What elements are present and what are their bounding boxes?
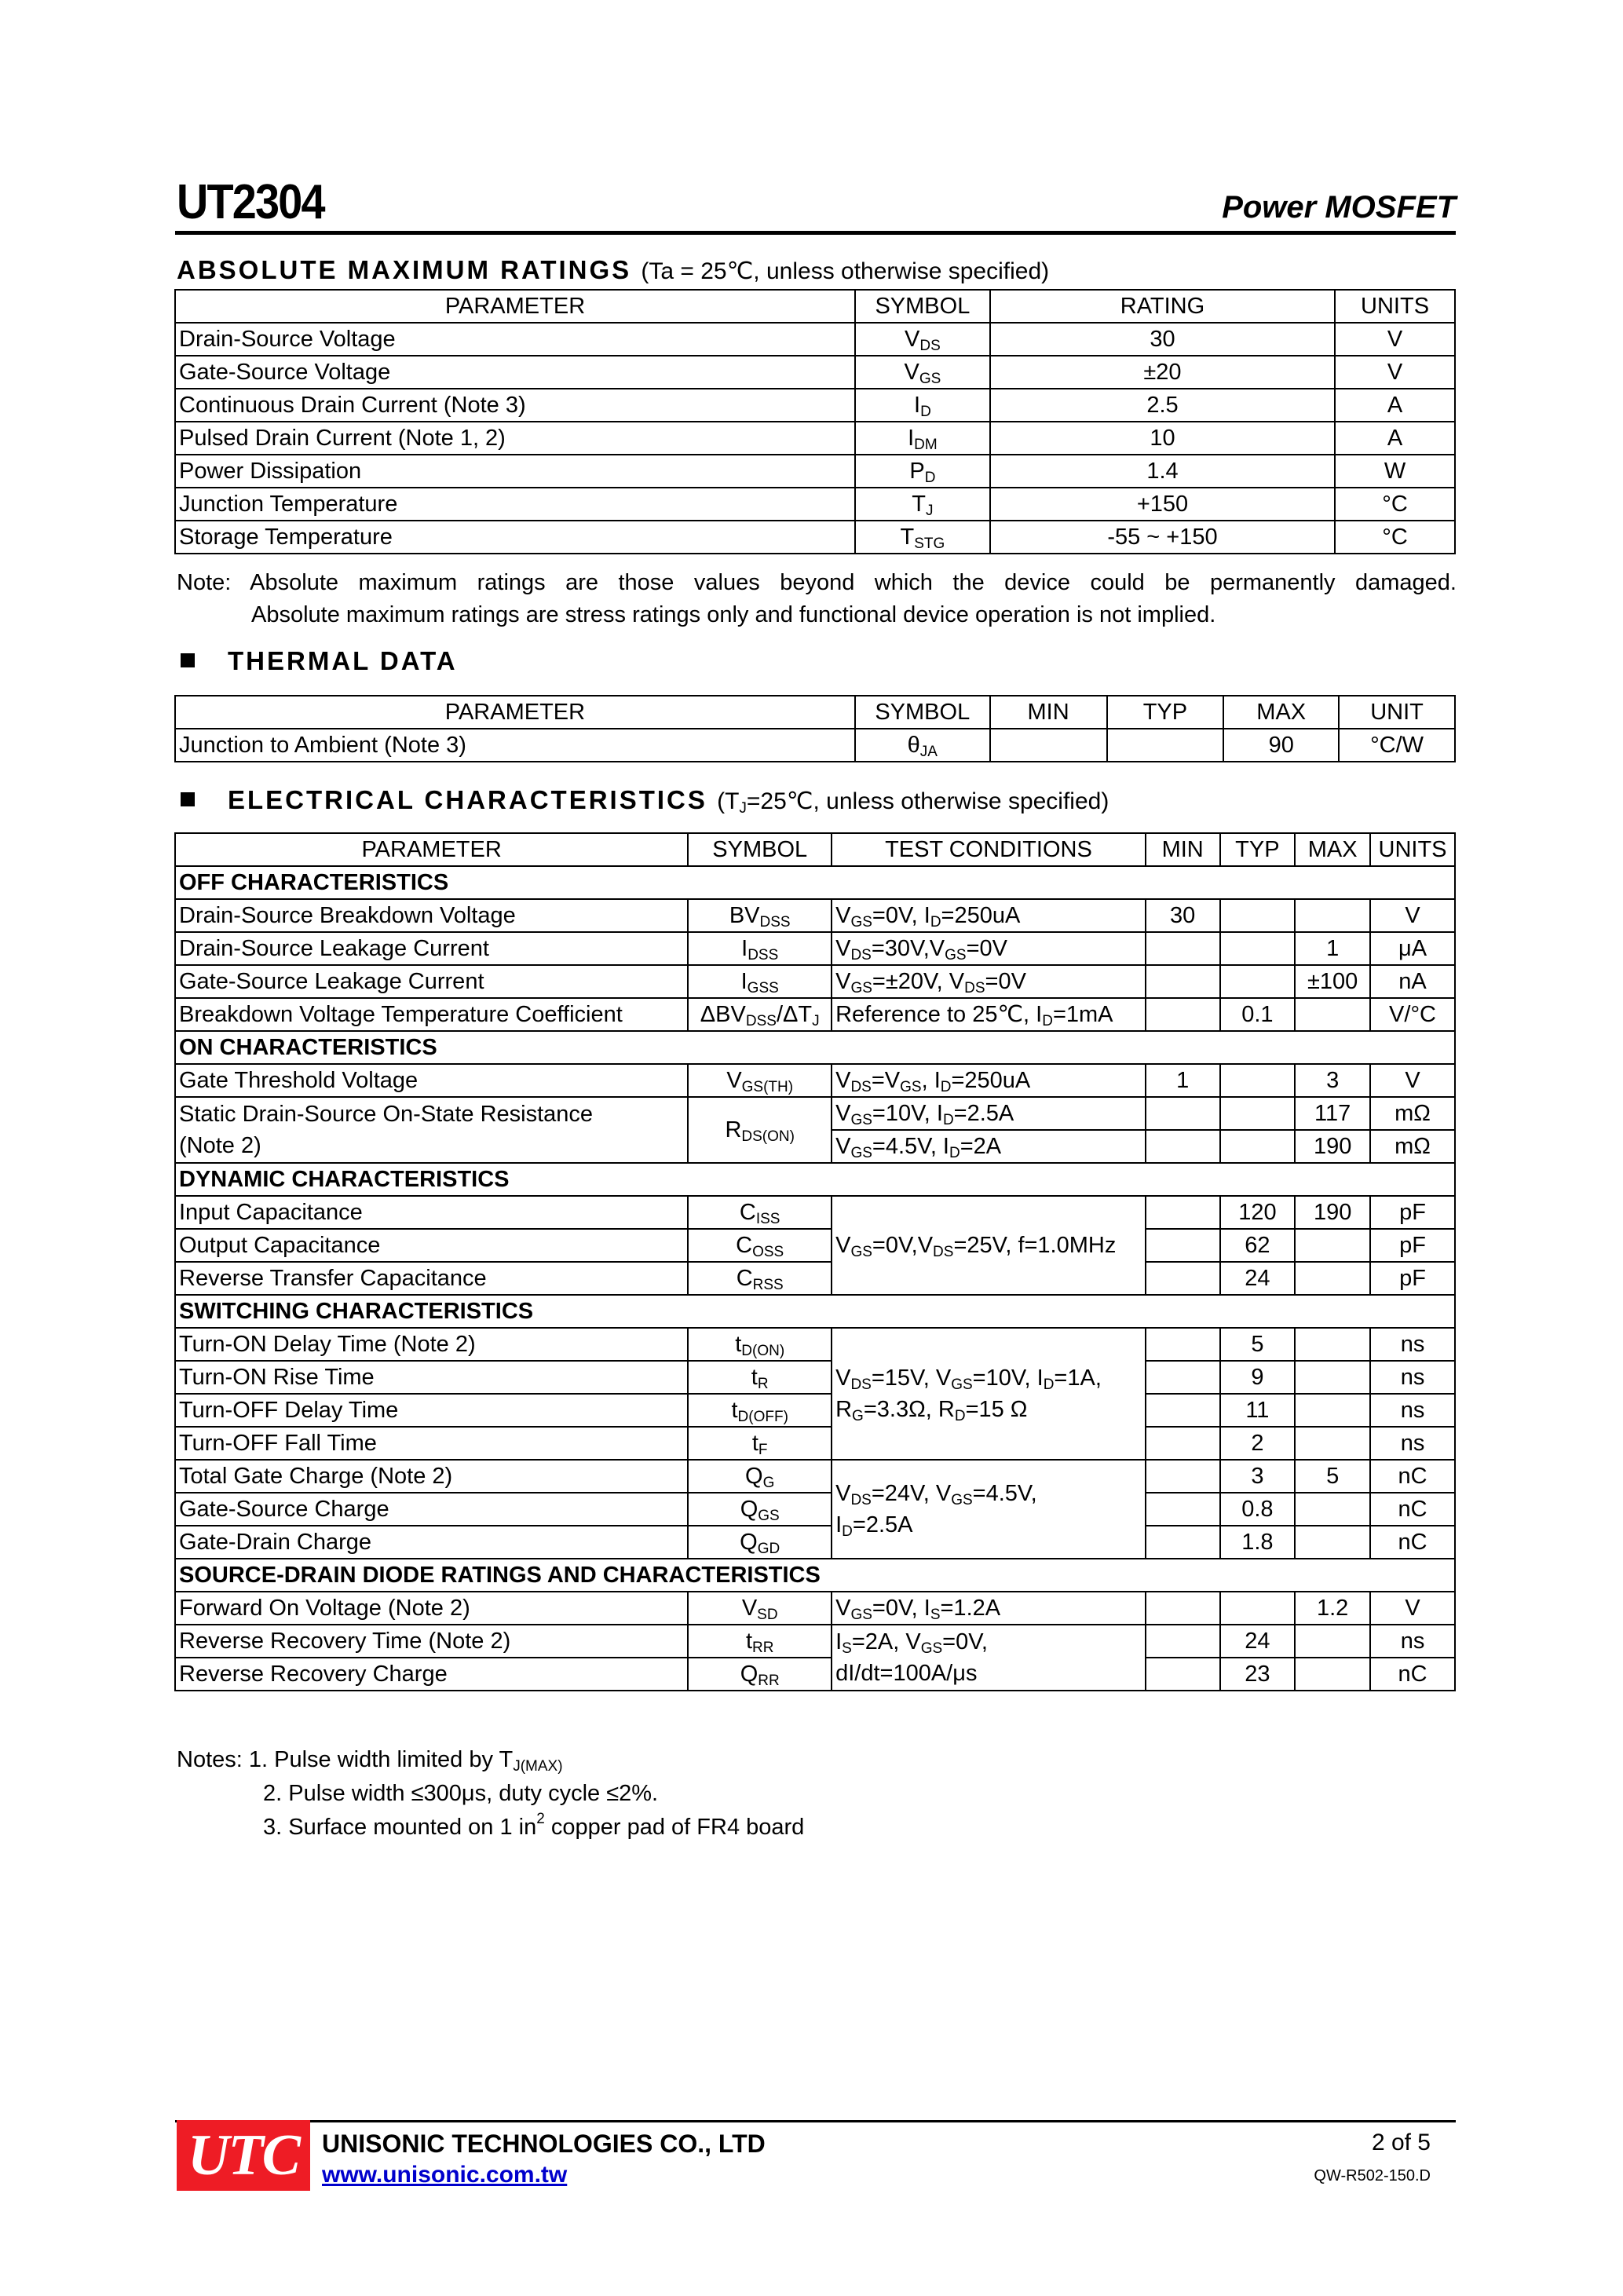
table-row: [175, 356, 1455, 389]
unit: °C: [1335, 488, 1455, 521]
max: [1295, 1229, 1370, 1262]
table-row: [175, 455, 1455, 488]
symbol: $t_F$: [688, 1427, 832, 1460]
test-condition: $V_{GS}=0V,V_{DS}=25V$, f=1.0MHz: [832, 1196, 1146, 1295]
min: [1146, 1460, 1220, 1493]
col-max: MAX: [1295, 833, 1370, 866]
test-condition: $V_{GS}=4.5V$, $I_D=2A$: [832, 1130, 1146, 1163]
max: 190: [1295, 1130, 1370, 1163]
unit: mΩ: [1370, 1097, 1455, 1130]
param: Forward On Voltage (Note 2): [175, 1592, 688, 1625]
col-parameter: PARAMETER: [175, 696, 855, 729]
unit: V: [1370, 1592, 1455, 1625]
table-row: [175, 1229, 1455, 1262]
param: Reverse Recovery Time (Note 2): [175, 1625, 688, 1658]
table-row: [175, 1460, 1455, 1493]
param: Turn-ON Delay Time (Note 2): [175, 1328, 688, 1361]
param: Gate-Source Leakage Current: [175, 965, 688, 998]
unit: V: [1335, 356, 1455, 389]
table-row: [175, 1526, 1455, 1559]
param: Input Capacitance: [175, 1196, 688, 1229]
param: Continuous Drain Current (Note 3): [175, 389, 855, 422]
min: [1146, 1196, 1220, 1229]
param: Gate-Source Voltage: [175, 356, 855, 389]
section-row: [175, 1163, 1455, 1196]
table-row: [175, 1262, 1455, 1295]
unit: pF: [1370, 1229, 1455, 1262]
unit: mΩ: [1370, 1130, 1455, 1163]
note-line-1: Note: Absolute maximum ratings are those values beyond which the device could be permanently damaged.: [177, 570, 1457, 595]
min: [1146, 932, 1220, 965]
min: [1146, 998, 1220, 1031]
table-row: [175, 488, 1455, 521]
unit: pF: [1370, 1262, 1455, 1295]
table-row: [175, 899, 1455, 932]
symbol: $t_{D(ON)}$: [688, 1328, 832, 1361]
symbol: $C_{OSS}$: [688, 1229, 832, 1262]
abs-max-table: [174, 289, 1456, 554]
symbol: $I_{DSS}$: [688, 932, 832, 965]
rating: 1.4: [990, 455, 1335, 488]
max: 190: [1295, 1196, 1370, 1229]
bullet-icon: [181, 792, 195, 806]
table-row: [175, 521, 1455, 554]
unit: °C: [1335, 521, 1455, 554]
param: Junction to Ambient (Note 3): [175, 729, 855, 762]
max: [1295, 1658, 1370, 1691]
max: [1295, 998, 1370, 1031]
unit: pF: [1370, 1196, 1455, 1229]
col-min: MIN: [990, 696, 1107, 729]
symbol: $V_{DS}$: [855, 323, 990, 356]
param: Power Dissipation: [175, 455, 855, 488]
typ: [1220, 965, 1296, 998]
param: Reverse Recovery Charge: [175, 1658, 688, 1691]
table-row: [175, 323, 1455, 356]
min: 1: [1146, 1064, 1220, 1097]
section-source-drain: SOURCE-DRAIN DIODE RATINGS AND CHARACTERISTICS: [175, 1559, 1455, 1592]
symbol: $\theta_{JA}$: [855, 729, 990, 762]
symbol: $Q_{GS}$: [688, 1493, 832, 1526]
rating: 10: [990, 422, 1335, 455]
param: Turn-ON Rise Time: [175, 1361, 688, 1394]
table-row: [175, 1592, 1455, 1625]
col-parameter: PARAMETER: [175, 833, 688, 866]
unit: nC: [1370, 1460, 1455, 1493]
min: [1146, 1229, 1220, 1262]
table-row: [175, 1394, 1455, 1427]
unit: V: [1370, 1064, 1455, 1097]
symbol: $Q_{RR}$: [688, 1658, 832, 1691]
utc-logo: UTC: [177, 2120, 310, 2191]
table-row: [175, 422, 1455, 455]
thermal-title: THERMAL DATA: [228, 646, 458, 675]
typ: [1220, 932, 1296, 965]
symbol: $t_{D(OFF)}$: [688, 1394, 832, 1427]
min: [1146, 1262, 1220, 1295]
part-number: UT2304: [177, 175, 324, 229]
table-header-row: [175, 696, 1455, 729]
symbol: $P_D$: [855, 455, 990, 488]
table-header-row: [175, 833, 1455, 866]
test-condition: $V_{GS}=0V$, $I_S=1.2A$: [832, 1592, 1146, 1625]
typ: 23: [1220, 1658, 1296, 1691]
typ: 11: [1220, 1394, 1296, 1427]
symbol: $V_{GS}$: [855, 356, 990, 389]
symbol: $I_D$: [855, 389, 990, 422]
col-typ: TYP: [1107, 696, 1224, 729]
table-row: [175, 1658, 1455, 1691]
min: [1146, 1427, 1220, 1460]
unit: ns: [1370, 1625, 1455, 1658]
unit: V/°C: [1370, 998, 1455, 1031]
section-row: [175, 1559, 1455, 1592]
typ: 3: [1220, 1460, 1296, 1493]
param: Drain-Source Leakage Current: [175, 932, 688, 965]
col-units: UNITS: [1370, 833, 1455, 866]
document-number: QW-R502-150.D: [1314, 2167, 1431, 2184]
typ: 2: [1220, 1427, 1296, 1460]
rating: 2.5: [990, 389, 1335, 422]
symbol: $C_{RSS}$: [688, 1262, 832, 1295]
col-parameter: PARAMETER: [175, 290, 855, 323]
rating: 30: [990, 323, 1335, 356]
abs-max-title: ABSOLUTE MAXIMUM RATINGS: [177, 255, 632, 284]
table-row: [175, 1427, 1455, 1460]
bullet-icon: [181, 653, 195, 667]
unit: μA: [1370, 932, 1455, 965]
header-rule: [175, 231, 1456, 235]
param: Gate-Source Charge: [175, 1493, 688, 1526]
symbol: $t_R$: [688, 1361, 832, 1394]
unit: ns: [1370, 1394, 1455, 1427]
table-row: [175, 1097, 1455, 1130]
col-typ: TYP: [1220, 833, 1296, 866]
col-symbol: SYMBOL: [855, 290, 990, 323]
max: 1.2: [1295, 1592, 1370, 1625]
test-condition: Reference to 25℃, $I_D=1mA$: [832, 998, 1146, 1031]
max: ±100: [1295, 965, 1370, 998]
max: 1: [1295, 932, 1370, 965]
max: [1295, 1328, 1370, 1361]
table-row: [175, 1064, 1455, 1097]
typ: 0.1: [1220, 998, 1296, 1031]
unit: nA: [1370, 965, 1455, 998]
typ: [1220, 899, 1296, 932]
unit: A: [1335, 389, 1455, 422]
abs-max-heading: [177, 255, 1049, 285]
footer-rule: [175, 2120, 1456, 2122]
col-unit: UNIT: [1339, 696, 1455, 729]
max: [1295, 899, 1370, 932]
footnote-2: 2. Pulse width ≤300μs, duty cycle ≤2%.: [263, 1781, 659, 1806]
elec-table: [174, 832, 1456, 1691]
unit: W: [1335, 455, 1455, 488]
max: 3: [1295, 1064, 1370, 1097]
table-row: [175, 1625, 1455, 1658]
min: [1146, 1130, 1220, 1163]
table-row: [175, 1328, 1455, 1361]
min: [990, 729, 1107, 762]
symbol: $R_{DS(ON)}$: [688, 1097, 832, 1163]
unit: V: [1335, 323, 1455, 356]
unit: A: [1335, 422, 1455, 455]
param: Turn-OFF Fall Time: [175, 1427, 688, 1460]
max: 90: [1223, 729, 1339, 762]
symbol: $I_{GSS}$: [688, 965, 832, 998]
section-switching: SWITCHING CHARACTERISTICS: [175, 1295, 1455, 1328]
typ: [1220, 1130, 1296, 1163]
min: [1146, 1328, 1220, 1361]
rating: ±20: [990, 356, 1335, 389]
test-condition: $I_S=2A$, $V_{GS}=0V$, dI/dt=100A/μs: [832, 1625, 1146, 1691]
min: [1146, 1493, 1220, 1526]
abs-max-condition: (Ta = 25℃, unless otherwise specified): [641, 258, 1050, 284]
symbol: $BV_{DSS}$: [688, 899, 832, 932]
footnote-1: Notes: 1. Pulse width limited by $T_{J(MAX)}$: [177, 1747, 563, 1775]
table-row: [175, 965, 1455, 998]
website-link[interactable]: www.unisonic.com.tw: [322, 2162, 568, 2188]
typ: [1220, 1064, 1296, 1097]
typ: [1220, 1592, 1296, 1625]
section-dynamic: DYNAMIC CHARACTERISTICS: [175, 1163, 1455, 1196]
max: [1295, 1361, 1370, 1394]
unit: nC: [1370, 1526, 1455, 1559]
test-condition: $V_{GS}=0V$, $I_D=250uA$: [832, 899, 1146, 932]
symbol: $T_J$: [855, 488, 990, 521]
unit: ns: [1370, 1427, 1455, 1460]
rating: +150: [990, 488, 1335, 521]
symbol: $Q_G$: [688, 1460, 832, 1493]
typ: [1220, 1097, 1296, 1130]
table-row: [175, 1361, 1455, 1394]
param: Storage Temperature: [175, 521, 855, 554]
page-number: 2 of 5: [1371, 2130, 1431, 2155]
min: [1146, 1526, 1220, 1559]
min: [1146, 1592, 1220, 1625]
footnote-3: 3. Surface mounted on 1 $in^2$ copper pad of FR4 board: [263, 1811, 805, 1840]
unit: V: [1370, 899, 1455, 932]
section-off: OFF CHARACTERISTICS: [175, 866, 1455, 899]
max: 117: [1295, 1097, 1370, 1130]
unit: nC: [1370, 1658, 1455, 1691]
param: Reverse Transfer Capacitance: [175, 1262, 688, 1295]
symbol: $V_{SD}$: [688, 1592, 832, 1625]
test-condition: $V_{DS}=30V,V_{GS}=0V$: [832, 932, 1146, 965]
symbol: $C_{ISS}$: [688, 1196, 832, 1229]
min: 30: [1146, 899, 1220, 932]
table-row: [175, 1196, 1455, 1229]
elec-title: ELECTRICAL CHARACTERISTICS: [228, 785, 707, 814]
section-row: [175, 1295, 1455, 1328]
param: Pulsed Drain Current (Note 1, 2): [175, 422, 855, 455]
col-rating: RATING: [990, 290, 1335, 323]
symbol: $Q_{GD}$: [688, 1526, 832, 1559]
symbol: $t_{RR}$: [688, 1625, 832, 1658]
param: Total Gate Charge (Note 2): [175, 1460, 688, 1493]
max: [1295, 1625, 1370, 1658]
table-row: [175, 1493, 1455, 1526]
max: [1295, 1427, 1370, 1460]
symbol: $V_{GS(TH)}$: [688, 1064, 832, 1097]
param: Drain-Source Breakdown Voltage: [175, 899, 688, 932]
table-row: [175, 932, 1455, 965]
max: [1295, 1493, 1370, 1526]
symbol: $\Delta BV_{DSS}/\Delta T_J$: [688, 998, 832, 1031]
symbol: $T_{STG}$: [855, 521, 990, 554]
unit: ns: [1370, 1328, 1455, 1361]
device-type: Power MOSFET: [1222, 190, 1456, 225]
abs-max-note: [177, 567, 1457, 631]
col-min: MIN: [1146, 833, 1220, 866]
max: 5: [1295, 1460, 1370, 1493]
symbol: $I_{DM}$: [855, 422, 990, 455]
min: [1146, 1097, 1220, 1130]
param: Gate-Drain Charge: [175, 1526, 688, 1559]
param: Static Drain-Source On-State Resistance (Note 2): [175, 1097, 688, 1163]
thermal-table: [174, 695, 1456, 762]
test-condition: $V_{DS}=V_{GS}$, $I_D=250uA$: [832, 1064, 1146, 1097]
col-max: MAX: [1223, 696, 1339, 729]
typ: 24: [1220, 1625, 1296, 1658]
param: Output Capacitance: [175, 1229, 688, 1262]
typ: 120: [1220, 1196, 1296, 1229]
min: [1146, 1394, 1220, 1427]
typ: 62: [1220, 1229, 1296, 1262]
min: [1146, 965, 1220, 998]
elec-heading: [181, 785, 1109, 815]
max: [1295, 1262, 1370, 1295]
param: Gate Threshold Voltage: [175, 1064, 688, 1097]
elec-condition: ($T_J=25℃$, unless otherwise specified): [717, 788, 1109, 817]
typ: 1.8: [1220, 1526, 1296, 1559]
param: Turn-OFF Delay Time: [175, 1394, 688, 1427]
col-test-conditions: TEST CONDITIONS: [832, 833, 1146, 866]
note-line-2: Absolute maximum ratings are stress ratings only and functional device operation is not implied.: [251, 602, 1216, 627]
min: [1146, 1361, 1220, 1394]
unit: ns: [1370, 1361, 1455, 1394]
col-symbol: SYMBOL: [688, 833, 832, 866]
param: Junction Temperature: [175, 488, 855, 521]
company-name: UNISONIC TECHNOLOGIES CO., LTD: [322, 2130, 766, 2158]
min: [1146, 1625, 1220, 1658]
table-row: [175, 389, 1455, 422]
unit: nC: [1370, 1493, 1455, 1526]
test-condition: $V_{DS}=15V$, $V_{GS}=10V$, $I_D=1A$, $R_G=3.3\Omega$, $R_D=15$ Ω: [832, 1328, 1146, 1460]
col-units: UNITS: [1335, 290, 1455, 323]
test-condition: $V_{DS}=24V$, $V_{GS}=4.5V$, $I_D=2.5A$: [832, 1460, 1146, 1559]
typ: 24: [1220, 1262, 1296, 1295]
table-row: [175, 729, 1455, 762]
typ: [1107, 729, 1224, 762]
typ: 9: [1220, 1361, 1296, 1394]
param: Drain-Source Voltage: [175, 323, 855, 356]
footnotes: [177, 1743, 804, 1844]
test-condition: $V_{GS}=10V$, $I_D=2.5A$: [832, 1097, 1146, 1130]
thermal-heading: [181, 646, 458, 676]
typ: 5: [1220, 1328, 1296, 1361]
rating: -55 ~ +150: [990, 521, 1335, 554]
max: [1295, 1394, 1370, 1427]
unit: °C/W: [1339, 729, 1455, 762]
section-row: [175, 866, 1455, 899]
param: Breakdown Voltage Temperature Coefficient: [175, 998, 688, 1031]
typ: 0.8: [1220, 1493, 1296, 1526]
section-row: [175, 1031, 1455, 1064]
test-condition: $V_{GS}=\pm 20V$, $V_{DS}=0V$: [832, 965, 1146, 998]
max: [1295, 1526, 1370, 1559]
table-header-row: [175, 290, 1455, 323]
col-symbol: SYMBOL: [855, 696, 990, 729]
min: [1146, 1658, 1220, 1691]
table-row: [175, 998, 1455, 1031]
section-on: ON CHARACTERISTICS: [175, 1031, 1455, 1064]
